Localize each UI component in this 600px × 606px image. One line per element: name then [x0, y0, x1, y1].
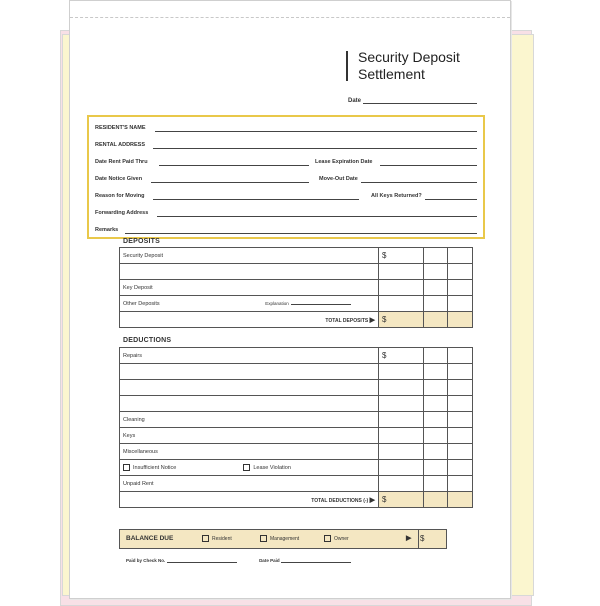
deductions-heading: DEDUCTIONS	[123, 337, 172, 344]
total-deposits-amount[interactable]: $	[379, 312, 424, 328]
deposits-heading: DEPOSITS	[123, 238, 160, 245]
date-field[interactable]: Date	[348, 97, 477, 104]
table-row	[120, 380, 473, 396]
table-row	[120, 312, 473, 328]
table-row	[120, 296, 473, 312]
arrow-right-icon: ▶	[369, 496, 375, 504]
repairs-amount[interactable]: $	[379, 348, 424, 364]
resident-info-box	[87, 115, 485, 239]
miscellaneous-label: Miscellaneous	[120, 444, 379, 460]
owner-checkbox[interactable]	[324, 535, 331, 542]
table-row	[120, 348, 473, 364]
perforation-line	[70, 17, 510, 18]
date-paid-field[interactable]	[281, 557, 351, 563]
owner-option[interactable]: Owner	[324, 535, 349, 542]
insufficient-notice-checkbox[interactable]	[123, 464, 130, 471]
balance-due-amount[interactable]: $	[420, 534, 425, 543]
management-checkbox[interactable]	[260, 535, 267, 542]
unpaid-rent-label: Unpaid Rent	[120, 476, 379, 492]
rental-address-field[interactable]: RENTAL ADDRESS	[95, 140, 477, 150]
arrow-right-icon: ▶	[369, 316, 375, 324]
total-deductions-label: TOTAL DEDUCTIONS (-) ▶	[120, 492, 379, 508]
reason-moving-field[interactable]: Reason for Moving All Keys Returned?	[95, 191, 477, 201]
deposits-table	[119, 247, 473, 328]
keys-label: Keys	[120, 428, 379, 444]
title-accent-bar	[346, 51, 348, 81]
form-sheet	[69, 0, 511, 599]
other-deposits-label: Other Deposits Explanation	[120, 296, 379, 312]
table-row	[120, 412, 473, 428]
cleaning-label: Cleaning	[120, 412, 379, 428]
remarks-field[interactable]: Remarks	[95, 225, 477, 235]
table-row: Insufficient Notice Lease Violation	[120, 460, 473, 476]
table-row	[120, 492, 473, 508]
table-row	[120, 428, 473, 444]
lease-violation-checkbox[interactable]	[243, 464, 250, 471]
total-deductions-amount[interactable]: $	[379, 492, 424, 508]
repairs-label: Repairs	[120, 348, 379, 364]
balance-due-row	[119, 529, 447, 549]
forwarding-address-field[interactable]: Forwarding Address	[95, 208, 477, 218]
balance-due-label: BALANCE DUE	[126, 535, 174, 542]
date-notice-field[interactable]: Date Notice Given Move-Out Date	[95, 174, 477, 184]
resident-checkbox[interactable]	[202, 535, 209, 542]
paid-by-row: Paid by Check No. Date Paid	[126, 557, 351, 563]
management-option[interactable]: Management	[260, 535, 299, 542]
table-row	[120, 280, 473, 296]
table-row	[120, 476, 473, 492]
arrow-right-icon: ▶	[406, 535, 412, 542]
check-number-field[interactable]	[167, 557, 237, 563]
deductions-table	[119, 347, 473, 508]
table-row	[120, 444, 473, 460]
date-rent-paid-field[interactable]: Date Rent Paid Thru Lease Expiration Date	[95, 157, 477, 167]
key-deposit-label: Key Deposit	[120, 280, 379, 296]
residents-name-field[interactable]: RESIDENT'S NAME	[95, 123, 477, 133]
resident-option[interactable]: Resident	[202, 535, 232, 542]
table-row	[120, 364, 473, 380]
table-row	[120, 248, 473, 264]
form-title: Security Deposit Settlement	[358, 49, 460, 82]
security-deposit-amount[interactable]: $	[379, 248, 424, 264]
table-row	[120, 264, 473, 280]
explanation-label: Explanation	[265, 300, 289, 306]
security-deposit-label: Security Deposit	[120, 248, 379, 264]
total-deposits-label: TOTAL DEPOSITS ▶	[120, 312, 379, 328]
table-row	[120, 396, 473, 412]
